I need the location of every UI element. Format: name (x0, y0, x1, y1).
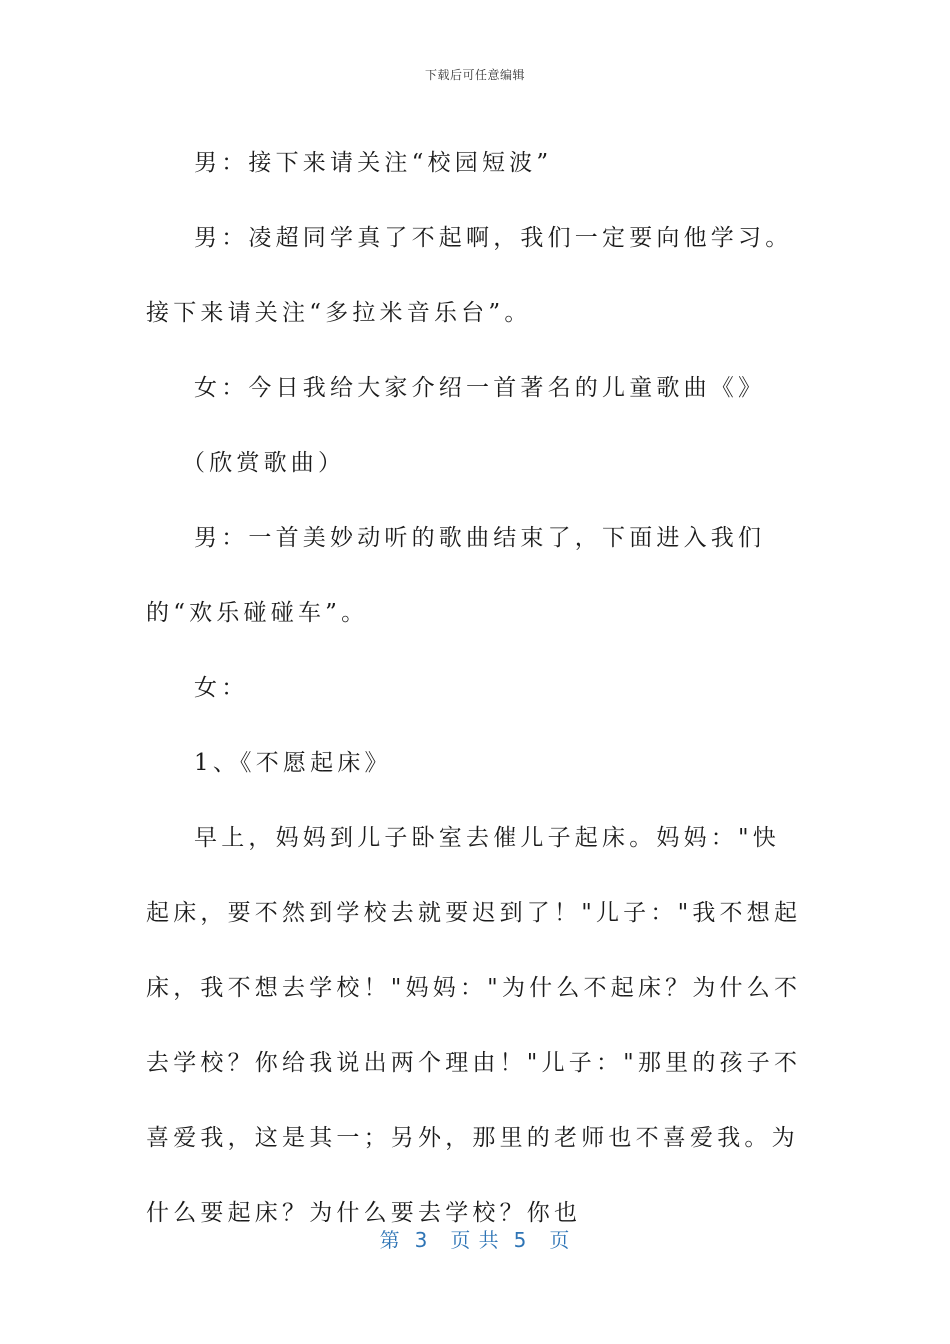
paragraph-2: 男：凌超同学真了不起啊，我们一定要向他学习。接下来请关注“多拉米音乐台”。 (146, 225, 793, 326)
paragraph-4: （欣赏歌曲） (182, 450, 346, 476)
footer-prefix: 第 (379, 1228, 401, 1252)
footer-middle: 页 共 (450, 1228, 500, 1252)
footer-suffix: 页 (549, 1228, 571, 1252)
paragraph-3: 女：今日我给大家介绍一首著名的儿童歌曲《》 (194, 375, 766, 401)
footer-current-page: 3 (414, 1228, 429, 1252)
paragraph-5: 男：一首美妙动听的歌曲结束了，下面进入我们的“欢乐碰碰车”。 (146, 525, 766, 626)
paragraph-1: 男：接下来请关注“校园短波” (194, 150, 553, 176)
page-footer (0, 1224, 950, 1253)
footer-total-pages: 5 (513, 1228, 528, 1252)
paragraph-8: 早上，妈妈到儿子卧室去催儿子起床。妈妈："快起床，要不然到学校去就要迟到了！"儿子："我不想起床，我不想去学校！"妈妈："为什么不起床？为什么不去学校？你给我说出两个理由！"儿子："那里的孩子不喜爱我，这是其一；另外，那里的老师也不喜爱我。为什么要起床？为什么要去学校？你也 (146, 825, 802, 1226)
paragraph-7: 1、《不愿起床》 (194, 750, 392, 776)
page-header: 下载后可任意编辑 (424, 68, 525, 82)
paragraph-6: 女： (194, 675, 249, 701)
document-body (146, 126, 806, 1251)
